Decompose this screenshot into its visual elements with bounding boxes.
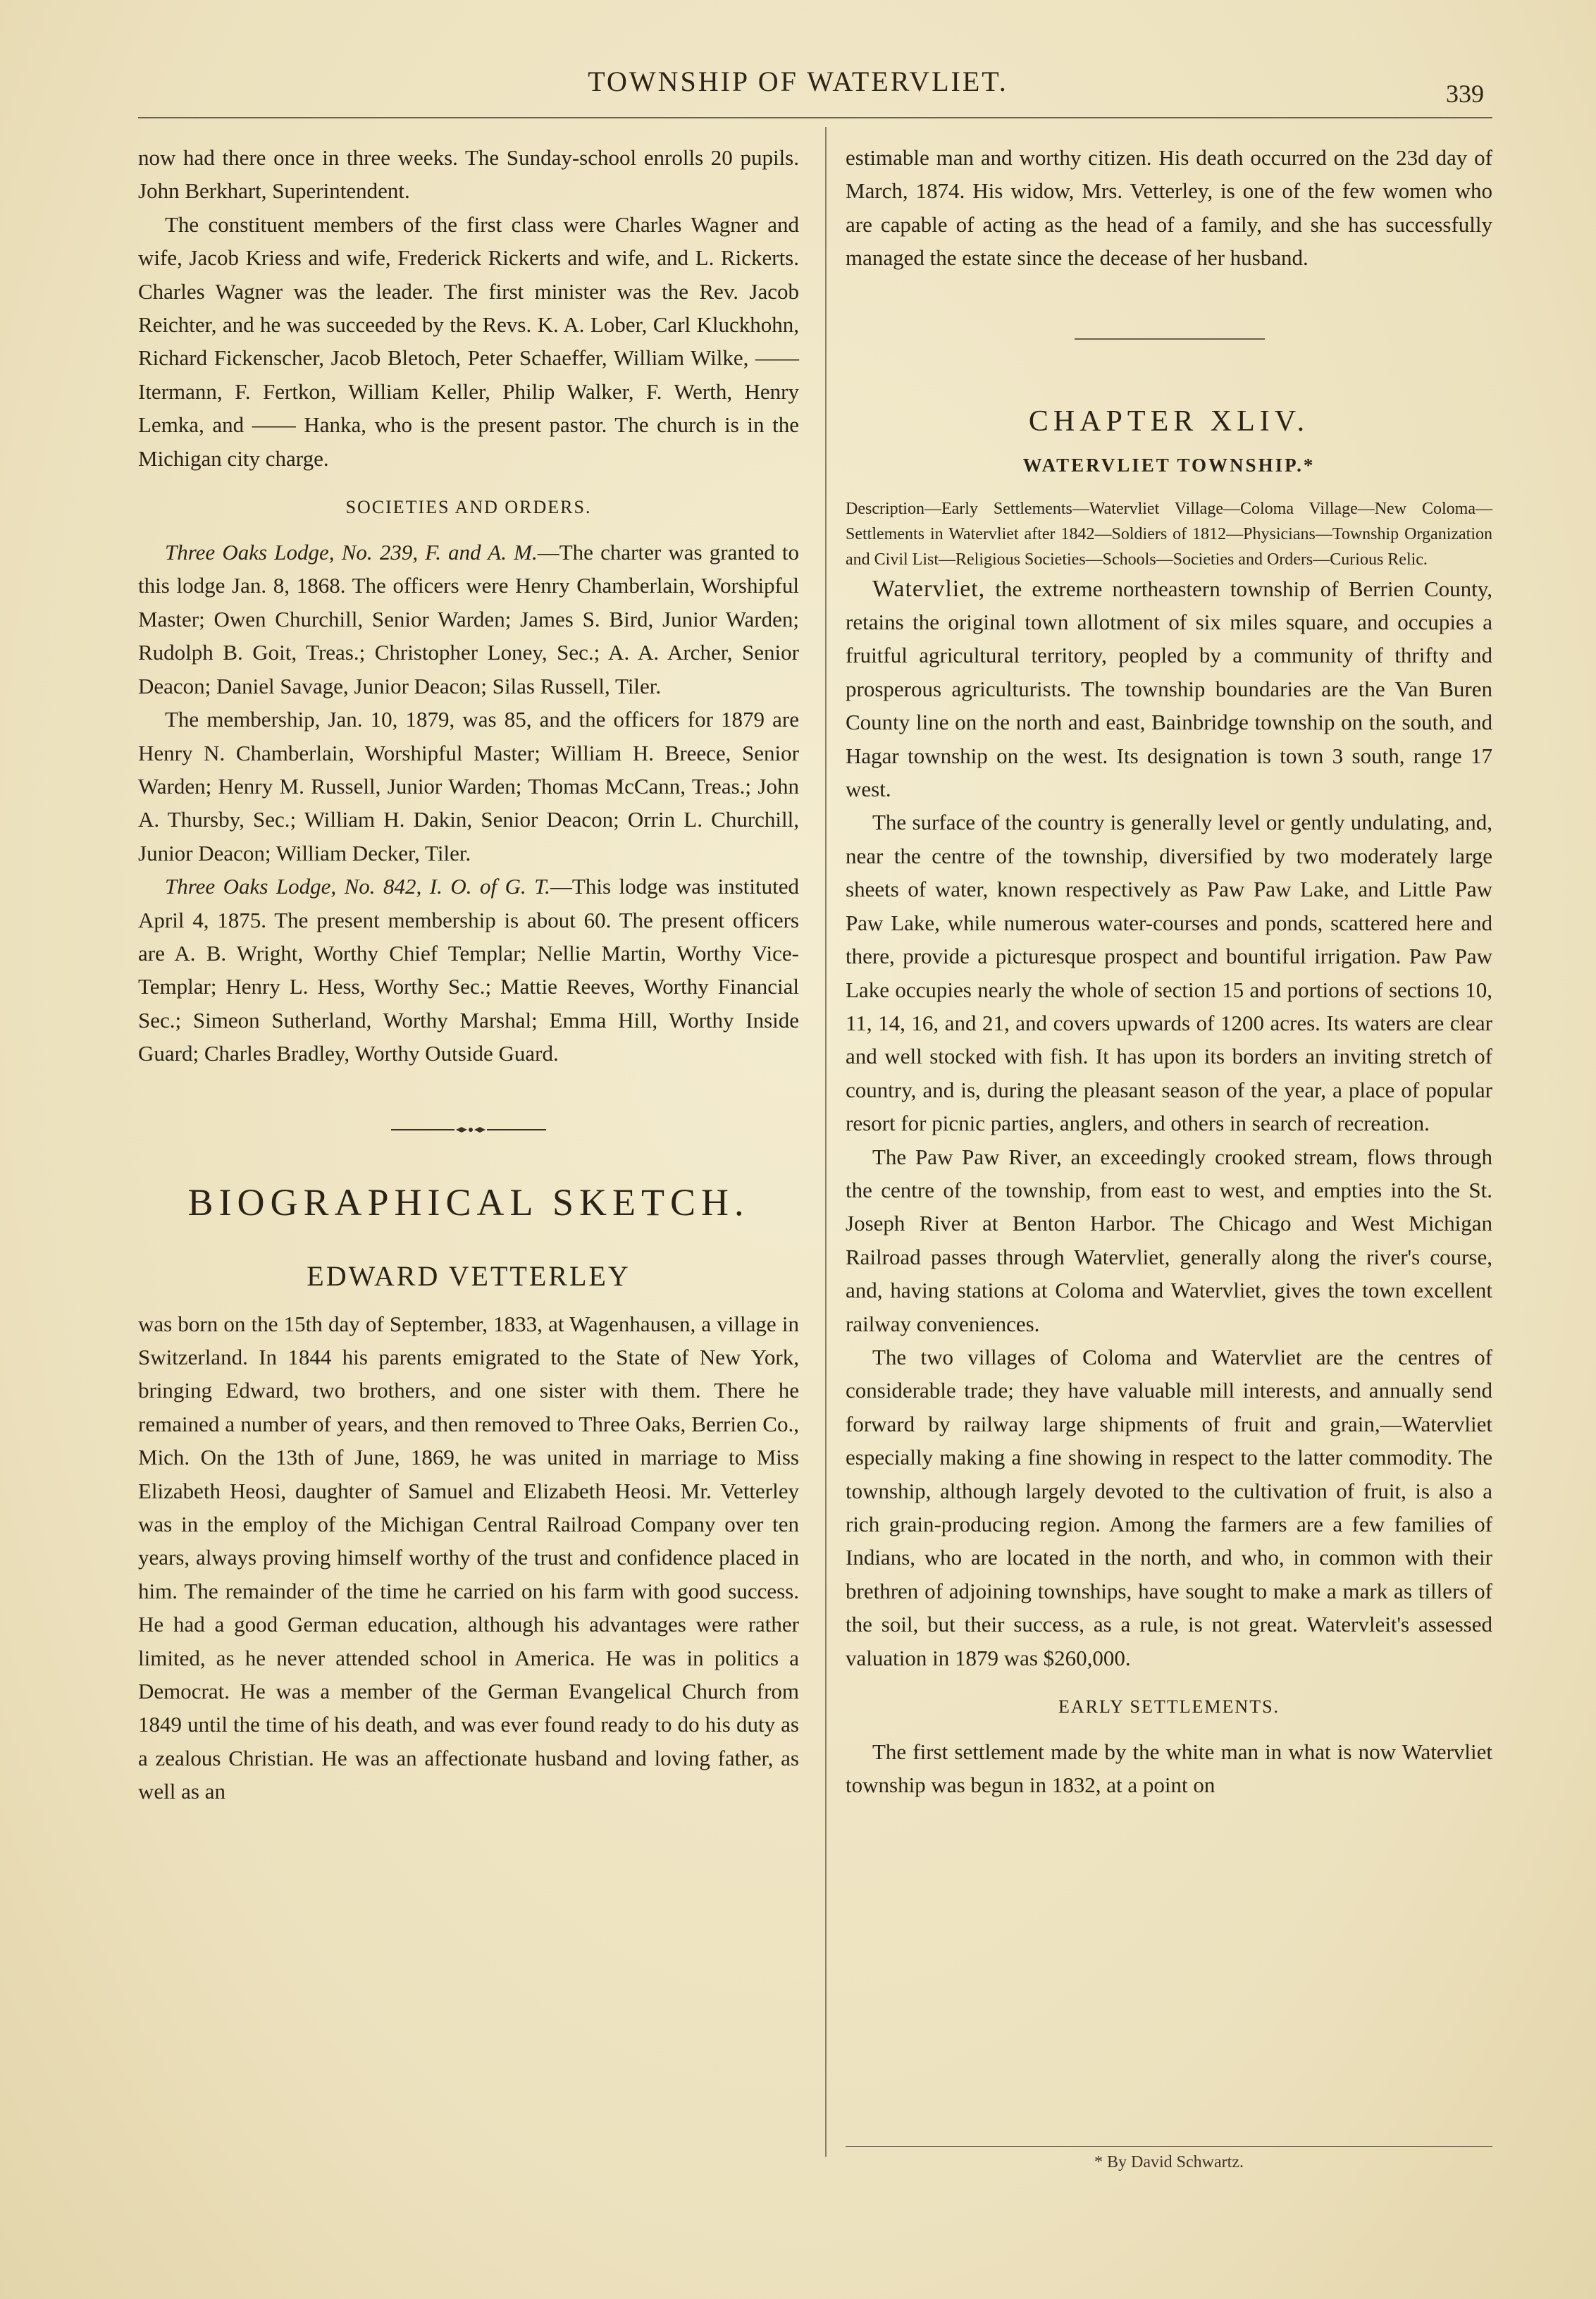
section-break <box>846 275 1492 359</box>
lodge-text: —This lodge was instituted April 4, 1875. The present membership is about 60. The present officers are A. B. Wright, Worthy Chief Templar; Nellie Martin, Worthy Vice-Templar; Henry L. Hess, Worthy Sec.; Mattie Reeves, Worthy Financial Sec.; Simeon Sutherland, Worthy Marshal; Emma Hill, Worthy Inside Guard; Charles Bradley, Worthy Outside Guard. <box>138 874 799 1066</box>
paragraph: estimable man and worthy citizen. His death occurred on the 23d day of March, 1874. His widow, Mrs. Vetterley, is one of the few women who are capable of acting as the head of a family, and she has successfully managed the estate since the decease of her husband. <box>846 145 1492 271</box>
footnote-rule <box>846 2146 1492 2147</box>
paragraph: The membership, Jan. 10, 1879, was 85, and the officers for 1879 are Henry N. Chamberlain, Worshipful Master; William H. Breece, Senior Warden; Henry M. Russell, Junior Warden; Thomas McCann, Treas.; John A. Thursby, Sec.; William H. Dakin, Senior Deacon; Orrin L. Churchill, Junior Deacon; William Decker, Tiler. <box>138 707 799 865</box>
intro-text: the extreme northeastern township of Berrien County, retains the original town allotment of six miles square, and occupies a fruitful agricultural territory, peopled by a community of thrifty and prosperous agriculturists. The township boundaries are the Van Buren County line on the north and east, Bainbridge township on the south, and Hagar township on the west. Its designation is town 3 south, range 17 west. <box>846 576 1492 802</box>
running-title: TOWNSHIP OF WATERVLIET. <box>588 66 1008 97</box>
lodge-text: —The charter was granted to this lodge Jan. 8, 1868. The officers were Henry Chamberlain, Worshipful Master; Owen Churchill, Senior Warden; James S. Bird, Junior Warden; Rudolph B. Goit, Treas.; Christopher Loney, Sec.; A. A. Archer, Senior Deacon; Daniel Savage, Junior Deacon; Silas Russell, Tiler. <box>138 540 800 698</box>
paragraph: The first settlement made by the white man in what is now Watervliet township was begun in 1832, at a point on <box>846 1739 1492 1798</box>
ornament-divider <box>138 1110 799 1138</box>
paragraph: now had there once in three weeks. The Sunday-school enrolls 20 pupils. John Berkhart, Superintendent. <box>138 145 799 204</box>
section-rule <box>1075 338 1265 340</box>
biography-text: was born on the 15th day of September, 1833, at Wagenhausen, a village in Switzerland. In 1844 his parents emigrated to the State of New York, bringing Edward, two brothers, and one sister with them. There he remained a number of years, and then removed to Three Oaks, Berrien Co., Mich. On the 13th of June, 1869, he was united in marriage to Miss Elizabeth Heosi, daughter of Samuel and Elizabeth Heosi. Mr. Vetterley was in the employ of the Michigan Central Railroad Company over ten years, always proving himself worthy of the trust and confidence placed in him. The remainder of the time he carried on his farm with good success. He had a good German education, although his advantages were rather limited, as he never attended school in America. He was in politics a Democrat. He was a member of the German Evangelical Church from 1849 until the time of his death, and was ever found ready to do his duty as a zealous Christian. He was an affectionate husband and loving father, as well as an <box>138 1311 799 1804</box>
paragraph: The two villages of Coloma and Watervliet are the centres of considerable trade; they have valuable mill interests, and annually send forward by railway large shipments of fruit and grain,—Watervliet especially making a fine showing in respect to the latter commodity. The township, although largely devoted to the cultivation of fruit, is also a rich grain-producing region. Among the farmers are a few families of Indians, who are located in the north, and who, in common with their brethren of adjoining townships, have sought to make a mark as tillers of the soil, but their success, as a rule, is not great. Watervleit's assessed valuation in 1879 was $260,000. <box>846 1344 1492 1670</box>
biography-name: EDWARD VETTERLEY <box>307 1259 631 1292</box>
footnote: * By David Schwartz. <box>1094 2153 1244 2171</box>
right-column <box>846 141 1492 1802</box>
lodge-title: Three Oaks Lodge, No. 842, I. O. of G. T. <box>165 874 550 899</box>
left-column <box>138 141 799 1808</box>
paragraph: The Paw Paw River, an exceedingly crooked stream, flows through the centre of the township, from east to west, and empties into the St. Joseph River at Benton Harbor. The Chicago and West Michigan Railroad passes through Watervliet, generally along the river's course, and, having stations at Coloma and Watervliet, gives the town excellent railway conveniences. <box>846 1144 1492 1336</box>
paragraph-lodge-239 <box>138 536 799 703</box>
paragraph: The surface of the country is generally level or gently undulating, and, near the centre of the township, diversified by two moderately large sheets of water, known respectively as Paw Paw Lake, and Little Paw Paw Lake, while numerous water-courses and ponds, scattered here and there, provide a picturesque prospect and bountiful irrigation. Paw Paw Lake occupies nearly the whole of section 15 and portions of sections 10, 11, 14, 16, and 21, and covers upwards of 1200 acres. Its waters are clear and well stocked with fish. It has upon its borders an inviting stretch of country, and is, during the pleasant season of the year, a place of popular resort for picnic parties, anglers, and others in search of recreation. <box>846 810 1492 1136</box>
section-heading-early-settlements: EARLY SETTLEMENTS. <box>1058 1696 1280 1718</box>
ornament-icon <box>391 1126 546 1134</box>
chapter-heading: CHAPTER XLIV. <box>1028 405 1310 438</box>
paragraph-intro <box>846 572 1492 806</box>
section-heading-societies: SOCIETIES AND ORDERS. <box>345 497 592 518</box>
column-divider <box>825 127 827 2157</box>
header-rule <box>138 117 1492 118</box>
section-heading-biographical: BIOGRAPHICAL SKETCH. <box>187 1181 750 1224</box>
paragraph-lodge-842 <box>138 870 799 1070</box>
page-number: 339 <box>1446 80 1484 108</box>
lead-word: Watervliet, <box>872 575 986 602</box>
lodge-title: Three Oaks Lodge, No. 239, F. and A. M. <box>165 540 538 565</box>
chapter-subtitle: WATERVLIET TOWNSHIP.* <box>1022 454 1316 476</box>
chapter-synopsis: Description—Early Settlements—Watervliet Village—Coloma Village—New Coloma—Settlements in Watervliet after 1842—Soldiers of 1812—Physicians—Township Organization and Civil List—Religious Societies—Schools—Societies and Orders—Curious Relic. <box>846 499 1492 569</box>
paragraph: The constituent members of the first class were Charles Wagner and wife, Jacob Kriess and wife, Frederick Rickerts and wife, and L. Rickerts. Charles Wagner was the leader. The first minister was the Rev. Jacob Reichter, and he was succeeded by the Revs. K. A. Lober, Carl Kluckhohn, Richard Fickenscher, Jacob Bletoch, Peter Schaeffer, William Wilke, —— Itermann, F. Fertkon, William Keller, Philip Walker, F. Werth, Henry Lemka, and —— Hanka, who is the present pastor. The church is in the Michigan city charge. <box>138 211 799 471</box>
